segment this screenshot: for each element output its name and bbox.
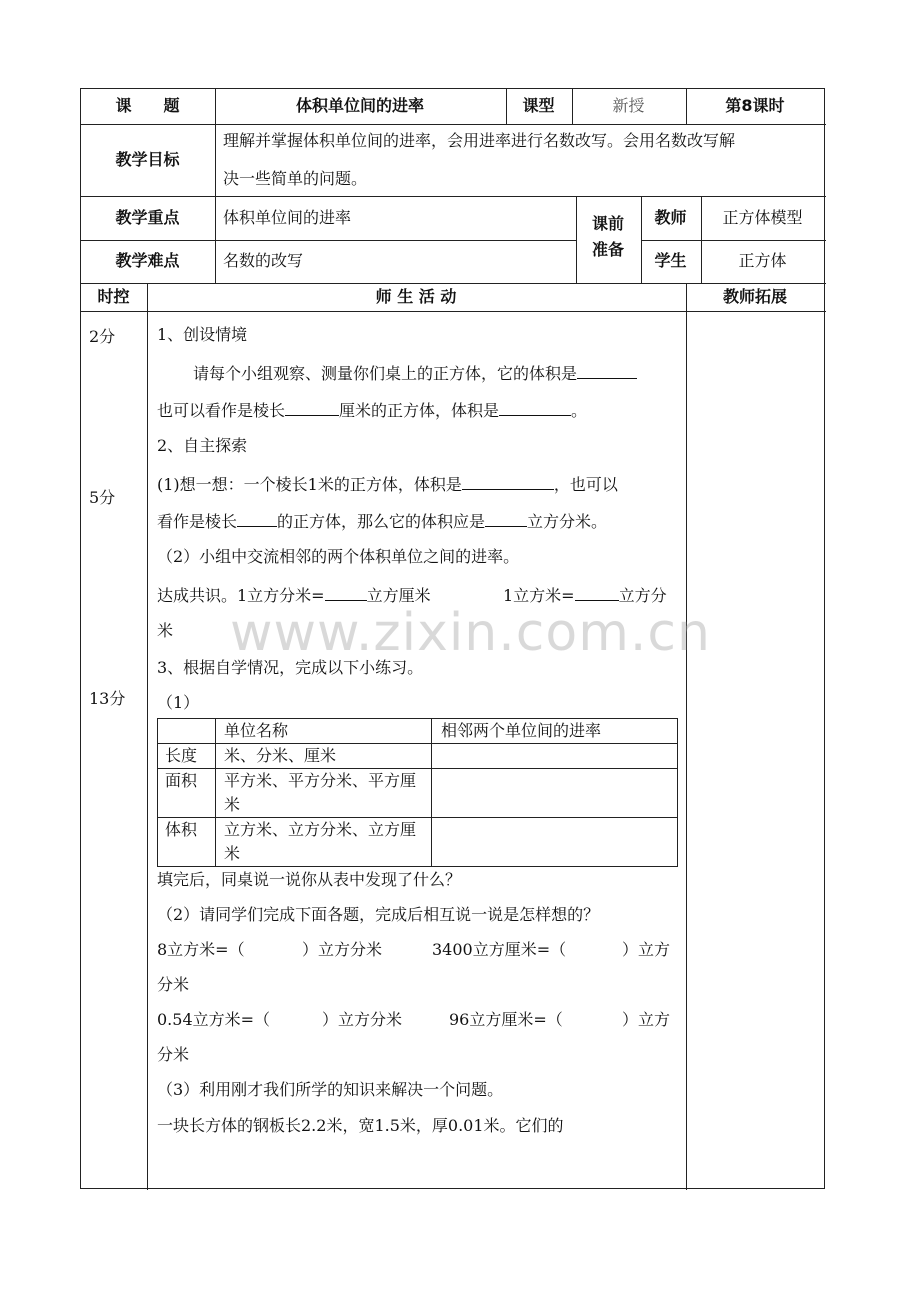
type-value: 新授 bbox=[612, 96, 645, 115]
units-row-area-label: 面积 bbox=[165, 771, 198, 790]
section3-part2: （2）请同学们完成下面各题，完成后相互说一说是怎样想的？ bbox=[157, 905, 600, 924]
exercise1-c: 3400立方厘米=（ bbox=[432, 940, 567, 959]
answer-blank bbox=[325, 584, 367, 601]
lesson-number: 第8课时 bbox=[725, 96, 785, 115]
subject-value: 体积单位间的进率 bbox=[295, 96, 424, 115]
section3-part1: （1） bbox=[157, 693, 200, 712]
units-row-volume-units: 立方米、立方分米、立方厘米 bbox=[224, 820, 417, 863]
prep-teacher-label: 教师 bbox=[654, 207, 687, 227]
section2-consensus-2: 1立方米= 立方分 bbox=[503, 586, 667, 605]
column-extension: 教师拓展 bbox=[722, 286, 787, 306]
section2-q2: （2）小组中交流相邻的两个体积单位之间的进率。 bbox=[157, 547, 520, 566]
exercise2-c: 96立方厘米=（ bbox=[449, 1010, 563, 1029]
exercise1-d: ）立方 bbox=[622, 940, 671, 959]
section2-consensus: 达成共识。1立方分米= 立方厘米 bbox=[157, 586, 431, 605]
answer-blank bbox=[462, 473, 554, 490]
time-step2: 5分 bbox=[89, 488, 116, 507]
units-table-header-rate: 相邻两个单位间的进率 bbox=[441, 721, 602, 740]
section3-problem: 一块长方体的钢板长2.2米，宽1.5米，厚0.01米。它们的 bbox=[157, 1116, 564, 1135]
units-row-area-units: 平方米、平方分米、平方厘米 bbox=[224, 771, 417, 814]
section3-after-table: 填完后，同桌说一说你从表中发现了什么？ bbox=[157, 870, 462, 889]
section2-q1-line1: (1)想一想：一个棱长1米的正方体，体积是 ，也可以 bbox=[157, 475, 618, 494]
subject-label: 课 题 bbox=[115, 96, 180, 115]
prep-label-line1: 课前 bbox=[591, 214, 624, 233]
answer-blank bbox=[237, 510, 277, 527]
prep-student-value: 正方体 bbox=[738, 251, 787, 270]
section2-title: 2、自主探索 bbox=[157, 436, 248, 455]
difficulty-label: 教学难点 bbox=[115, 251, 180, 270]
difficulty-text: 名数的改写 bbox=[223, 251, 304, 270]
section2-consensus-3: 米 bbox=[157, 621, 174, 640]
exercise2-e: 分米 bbox=[157, 1045, 190, 1064]
units-table-header-name: 单位名称 bbox=[224, 721, 289, 740]
exercise2-a: 0.54立方米=（ bbox=[157, 1010, 271, 1029]
key-point-text: 体积单位间的进率 bbox=[223, 208, 352, 227]
exercise2-b: ）立方分米 bbox=[322, 1010, 403, 1029]
units-row-length-units: 米、分米、厘米 bbox=[224, 746, 337, 765]
exercise1-a: 8立方米=（ bbox=[157, 940, 245, 959]
exercise1-b: ）立方分米 bbox=[302, 940, 383, 959]
time-step1: 2分 bbox=[89, 327, 116, 346]
time-step3: 13分 bbox=[89, 689, 126, 708]
answer-blank bbox=[499, 399, 571, 416]
watermark: www.zixin.com.cn bbox=[230, 603, 711, 663]
exercise2-d: ）立方 bbox=[622, 1010, 671, 1029]
units-row-length-label: 长度 bbox=[165, 746, 198, 765]
answer-blank bbox=[577, 362, 637, 379]
exercise1-e: 分米 bbox=[157, 975, 190, 994]
goals-label: 教学目标 bbox=[115, 149, 180, 169]
column-activity: 师 生 活 动 bbox=[375, 286, 457, 306]
column-time: 时控 bbox=[97, 286, 130, 306]
prep-student-label: 学生 bbox=[654, 251, 687, 270]
prep-label-line2: 准备 bbox=[591, 240, 624, 259]
answer-blank bbox=[285, 399, 339, 416]
answer-blank bbox=[485, 510, 527, 527]
units-row-volume-label: 体积 bbox=[165, 820, 198, 839]
section1-line2: 也可以看作是棱长 厘米的正方体，体积是 。 bbox=[157, 401, 588, 420]
section2-q1-line2: 看作是棱长 的正方体，那么它的体积应是 立方分米。 bbox=[157, 512, 608, 531]
section3-part3: （3）利用刚才我们所学的知识来解决一个问题。 bbox=[157, 1080, 504, 1099]
goals-text-line1: 理解并掌握体积单位间的进率，会用进率进行名数改写。会用名数改写解 bbox=[223, 131, 736, 150]
section1-line1: 请每个小组观察、测量你们桌上的正方体，它的体积是 bbox=[193, 362, 637, 384]
section1-title: 1、创设情境 bbox=[157, 325, 248, 344]
answer-blank bbox=[575, 584, 619, 601]
type-label: 课型 bbox=[522, 96, 555, 115]
units-table bbox=[157, 718, 678, 867]
goals-text-line2: 决一些简单的问题。 bbox=[223, 169, 368, 188]
section3-title: 3、根据自学情况，完成以下小练习。 bbox=[157, 658, 424, 677]
key-point-label: 教学重点 bbox=[115, 207, 180, 227]
prep-teacher-value: 正方体模型 bbox=[722, 207, 803, 227]
